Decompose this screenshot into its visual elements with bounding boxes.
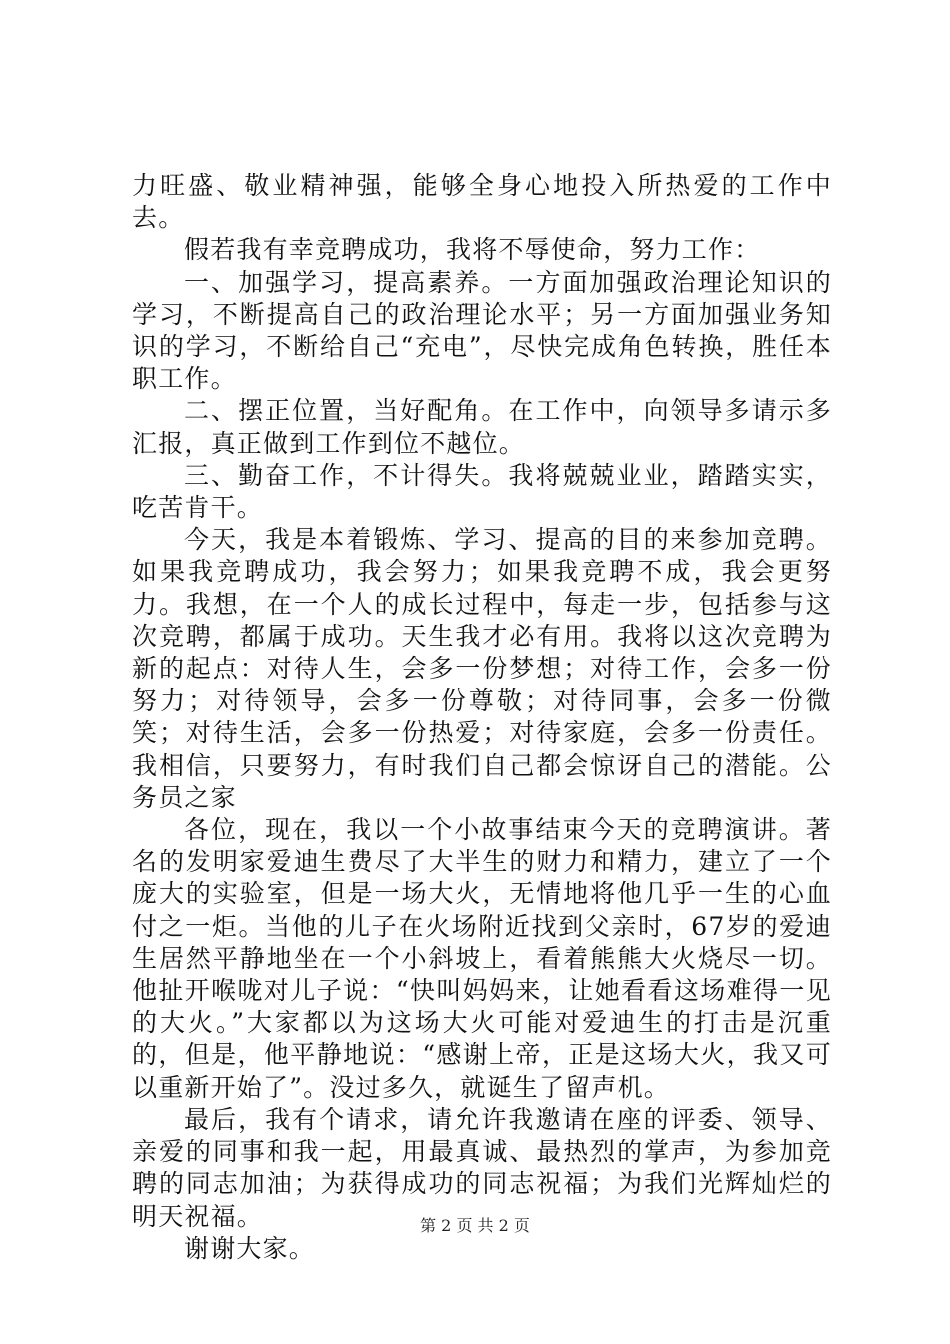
paragraph-pledge: 假若我有幸竞聘成功，我将不辱使命，努力工作： [184, 235, 761, 265]
paragraph-request: 最后，我有个请求，请允许我邀请在座的评委、领导、亲爱的同事和我一起，用最真诚、最热烈的掌声，为参加竞聘的同志加油；为获得成功的同志祝福；为我们光辉灿烂的明天祝福。 [132, 1104, 832, 1231]
paragraph-point-two: 二、摆正位置，当好配角。在工作中，向领导多请示多汇报，真正做到工作到位不越位。 [132, 396, 832, 458]
paragraph-continuation: 力旺盛、敬业精神强，能够全身心地投入所热爱的工作中去。 [132, 171, 832, 233]
page-number-label: 第 2 页 共 2 页 [420, 1216, 530, 1235]
page-footer [0, 1216, 950, 1236]
paragraph-point-three: 三、勤奋工作，不计得失。我将兢兢业业，踏踏实实，吃苦肯干。 [132, 460, 832, 523]
document-body [132, 170, 832, 1265]
paragraph-story: 各位，现在，我以一个小故事结束今天的竞聘演讲。著名的发明家爱迪生费尽了大半生的财力和精力，建立了一个庞大的实验室，但是一场大火，无情地将他几乎一生的心血付之一炬。当他的儿子在火场附近找到父亲时，67岁的爱迪生居然平静地坐在一个小斜坡上，看着熊熊大火烧尽一切。他扯开喉咙对儿子说：“快叫妈妈来，让她看看这场难得一见的大火。”大家都以为这场大火可能对爱迪生的打击是沉重的，但是，他平静地说：“感谢上帝，正是这场大火，我又可以重新开始了”。没过多久，就诞生了留声机。 [132, 815, 832, 1102]
paragraph-point-one: 一、加强学习，提高素养。一方面加强政治理论知识的学习，不断提高自己的政治理论水平；另一方面加强业务知识的学习，不断给自己“充电”，尽快完成角色转换，胜任本职工作。 [132, 267, 832, 394]
paragraph-today: 今天，我是本着锻炼、学习、提高的目的来参加竞聘。如果我竞聘成功，我会努力；如果我竞聘不成，我会更努力。我想，在一个人的成长过程中，每走一步，包括参与这次竞聘，都属于成功。天生我才必有用。我将以这次竞聘为新的起点：对待人生，会多一份梦想；对待工作，会多一份努力；对待领导，会多一份尊敬；对待同事，会多一份微笑；对待生活，会多一份热爱；对待家庭，会多一份责任。我相信，只要努力，有时我们自己都会惊讶自己的潜能。公务员之家 [132, 525, 832, 812]
paragraph-thanks: 谢谢大家。 [184, 1233, 316, 1263]
